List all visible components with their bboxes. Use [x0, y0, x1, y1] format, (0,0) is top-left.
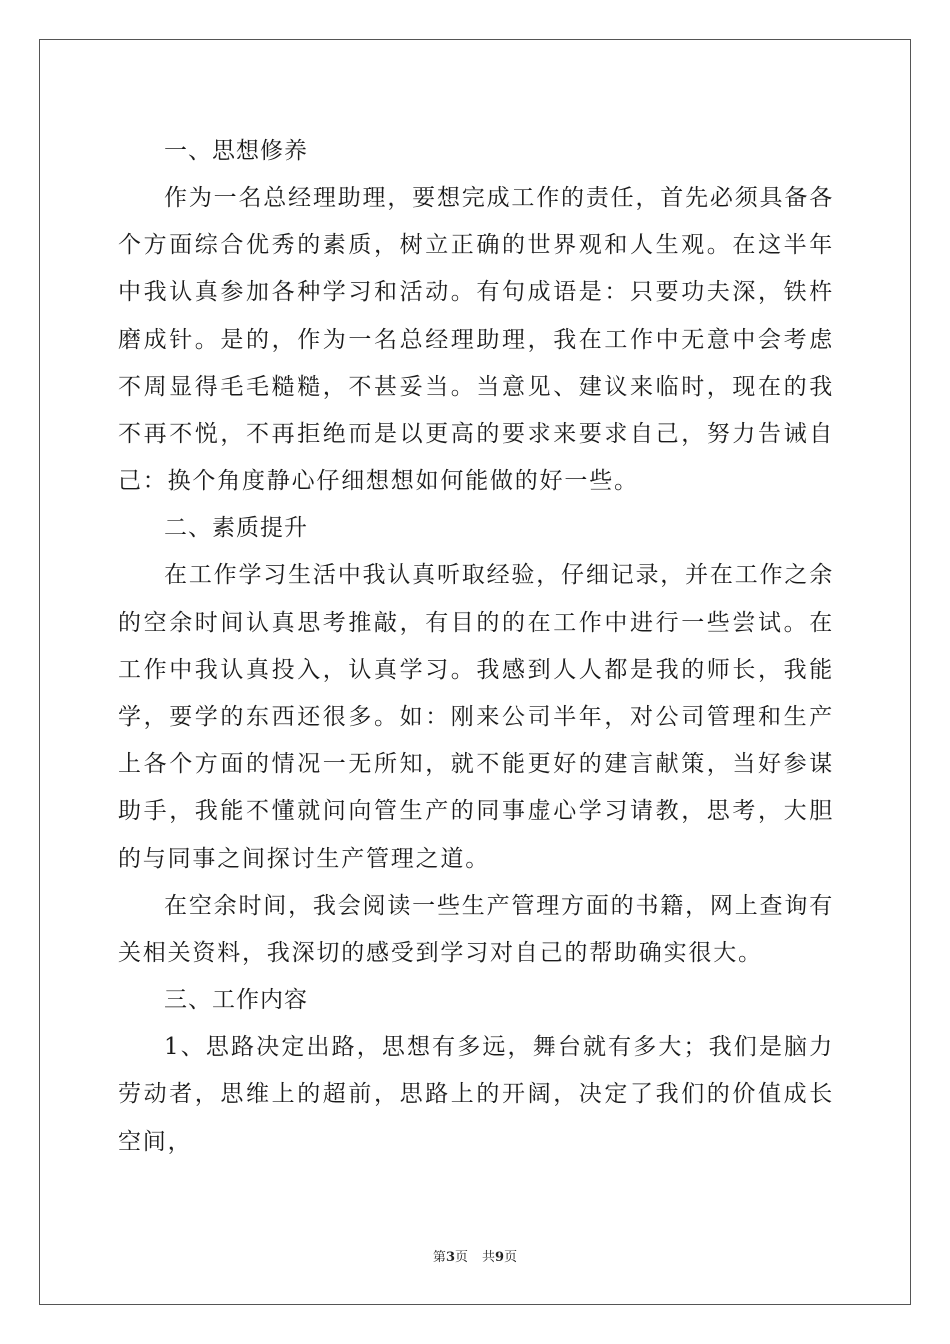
total-prefix: 共: [482, 1250, 496, 1265]
section-heading-2: 二、素质提升: [164, 515, 308, 542]
paragraph-1: 作为一名总经理助理，要想完成工作的责任，首先必须具备各个方面综合优秀的素质，树立正确的世界观和人生观。在这半年中我认真参加各种学习和活动。有句成语是：只要功夫深，铁杵磨成针。是的，作为一名总经理助理，我在工作中无意中会考虑不周显得毛毛糙糙，不甚妥当。当意见、建议来临时，现在的我不再不悦，不再拒绝而是以更高的要求来要求自己，努力告诫自己：换个角度静心仔细想想如何能做的好一些。: [118, 185, 834, 495]
current-page-number: 3: [445, 1250, 455, 1265]
total-page-number: 9: [495, 1250, 505, 1265]
paragraph-2: 在工作学习生活中我认真听取经验，仔细记录，并在工作之余的空余时间认真思考推敲，有目的的在工作中进行一些尝试。在工作中我认真投入，认真学习。我感到人人都是我的师长，我能学，要学的东西还很多。如：刚来公司半年，对公司管理和生产上各个方面的情况一无所知，就不能更好的建言献策，当好参谋助手，我能不懂就问向管生产的同事虚心学习请教，思考，大胆的与同事之间探讨生产管理之道。: [118, 562, 834, 872]
page-suffix: 页: [454, 1250, 468, 1265]
paragraph-3: 在空余时间，我会阅读一些生产管理方面的书籍，网上查询有关相关资料，我深切的感受到学习对自己的帮助确实很大。: [118, 892, 834, 967]
page-footer: [0, 1246, 950, 1265]
page-prefix: 第: [432, 1250, 446, 1265]
total-suffix: 页: [504, 1250, 518, 1265]
section-heading-3: 三、工作内容: [164, 987, 308, 1014]
section-heading-1: 一、思想修养: [164, 138, 308, 164]
paragraph-4: 1、思路决定出路，思想有多远，舞台就有多大；我们是脑力劳动者，思维上的超前，思路上的开阔，决定了我们的价值成长空间，: [118, 1034, 834, 1155]
document-body: [118, 128, 834, 1166]
